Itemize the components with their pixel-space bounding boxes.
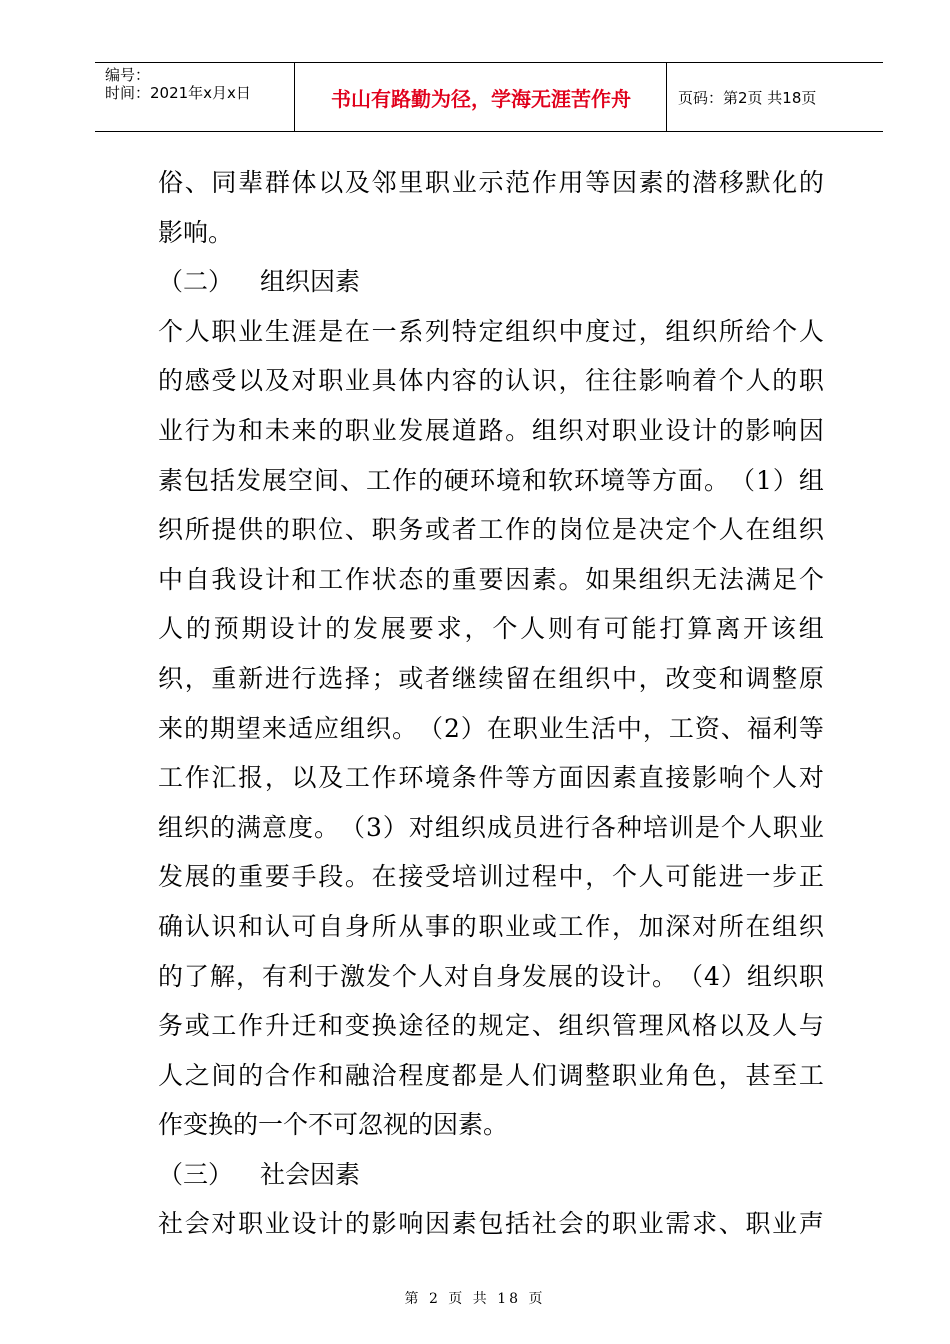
paragraph-line: 业 行 为 和 未 来 的 职 业 发 展 道 路 。 组 织 对 职 业 设 计 的 影 响 因 [158, 415, 824, 445]
document-body [158, 158, 824, 1249]
header-divider [294, 63, 295, 131]
number-label: 编号： [105, 66, 151, 84]
section-title: 社会因素 [260, 1159, 361, 1189]
paragraph-line: 社 会 对 职 业 设 计 的 影 响 因 素 包 括 社 会 的 职 业 需 求 、 职 业 声 [158, 1209, 824, 1239]
paragraph-line: 个 人 职 业 生 涯 是 在 一 系 列 特 定 组 织 中 度 过 ， 组 织 所 给 个 人 [158, 316, 824, 346]
paragraph-line: 工 作 汇 报 ， 以 及 工 作 环 境 条 件 等 方 面 因 素 直 接 影 响 个 人 对 [158, 763, 824, 793]
paragraph-line: 的 感 受 以 及 对 职 业 具 体 内 容 的 认 识 ， 往 往 影 响 着 个 人 的 职 [158, 366, 824, 396]
paragraph-line: 人 的 预 期 设 计 的 发 展 要 求 ， 个 人 则 有 可 能 打 算 离 开 该 组 [158, 614, 824, 644]
paragraph-line: 影响。 [158, 217, 234, 247]
paragraph-line: 确 认 识 和 认 可 自 身 所 从 事 的 职 业 或 工 作 ， 加 深 对 所 在 组 织 [158, 911, 824, 941]
paragraph-line: 务 或 工 作 升 迁 和 变 换 途 径 的 规 定 、 组 织 管 理 风 格 以 及 人 与 [158, 1011, 824, 1041]
header-motto: 书山有路勤为径，学海无涯苦作舟 [331, 86, 631, 111]
header-divider [666, 63, 667, 131]
paragraph-line: 俗 、 同 辈 群 体 以 及 邻 里 职 业 示 范 作 用 等 因 素 的 潜 移 默 化 的 [158, 168, 824, 197]
time-label: 时间：2021年x月x日 [105, 84, 251, 102]
header-page-info: 页码：第2页 共18页 [678, 88, 817, 107]
paragraph-line: 组 织 的 满 意 度 。 （ 3 ） 对 组 织 成 员 进 行 各 种 培 训 是 个 人 职 业 [158, 812, 824, 842]
paragraph-line: 发 展 的 重 要 手 段 。 在 接 受 培 训 过 程 中 ， 个 人 可 能 进 一 步 正 [158, 862, 824, 892]
paragraph-line: 中 自 我 设 计 和 工 作 状 态 的 重 要 因 素 。 如 果 组 织 无 法 满 足 个 [158, 564, 824, 594]
section-number: （三） [158, 1159, 234, 1189]
page-header [95, 62, 883, 132]
section-title: 组织因素 [260, 267, 361, 297]
section-number: （二） [158, 267, 234, 297]
paragraph-line: 作变换的一个不可忽视的因素。 [158, 1110, 509, 1140]
paragraph-line: 来 的 期 望 来 适 应 组 织 。 （ 2 ） 在 职 业 生 活 中 ， 工 资 、 福 利 等 [158, 713, 824, 743]
paragraph-line: 素 包 括 发 展 空 间 、 工 作 的 硬 环 境 和 软 环 境 等 方 面 。 （ 1 ） 组 [158, 465, 824, 495]
header-meta [105, 66, 293, 102]
paragraph-line: 的 了 解 ， 有 利 于 激 发 个 人 对 自 身 发 展 的 设 计 。 （ 4 ） 组 织 职 [158, 961, 824, 991]
section-heading [158, 1150, 824, 1200]
paragraph-line: 人 之 间 的 合 作 和 融 洽 程 度 都 是 人 们 调 整 职 业 角 色 ， 甚 至 工 [158, 1060, 824, 1090]
section-heading [158, 257, 824, 307]
paragraph-line: 织 ， 重 新 进 行 选 择 ； 或 者 继 续 留 在 组 织 中 ， 改 变 和 调 整 原 [158, 663, 824, 693]
paragraph-line: 织 所 提 供 的 职 位 、 职 务 或 者 工 作 的 岗 位 是 决 定 个 人 在 组 织 [158, 515, 824, 545]
page-footer: 第 2 页 共 18 页 [404, 1291, 546, 1307]
